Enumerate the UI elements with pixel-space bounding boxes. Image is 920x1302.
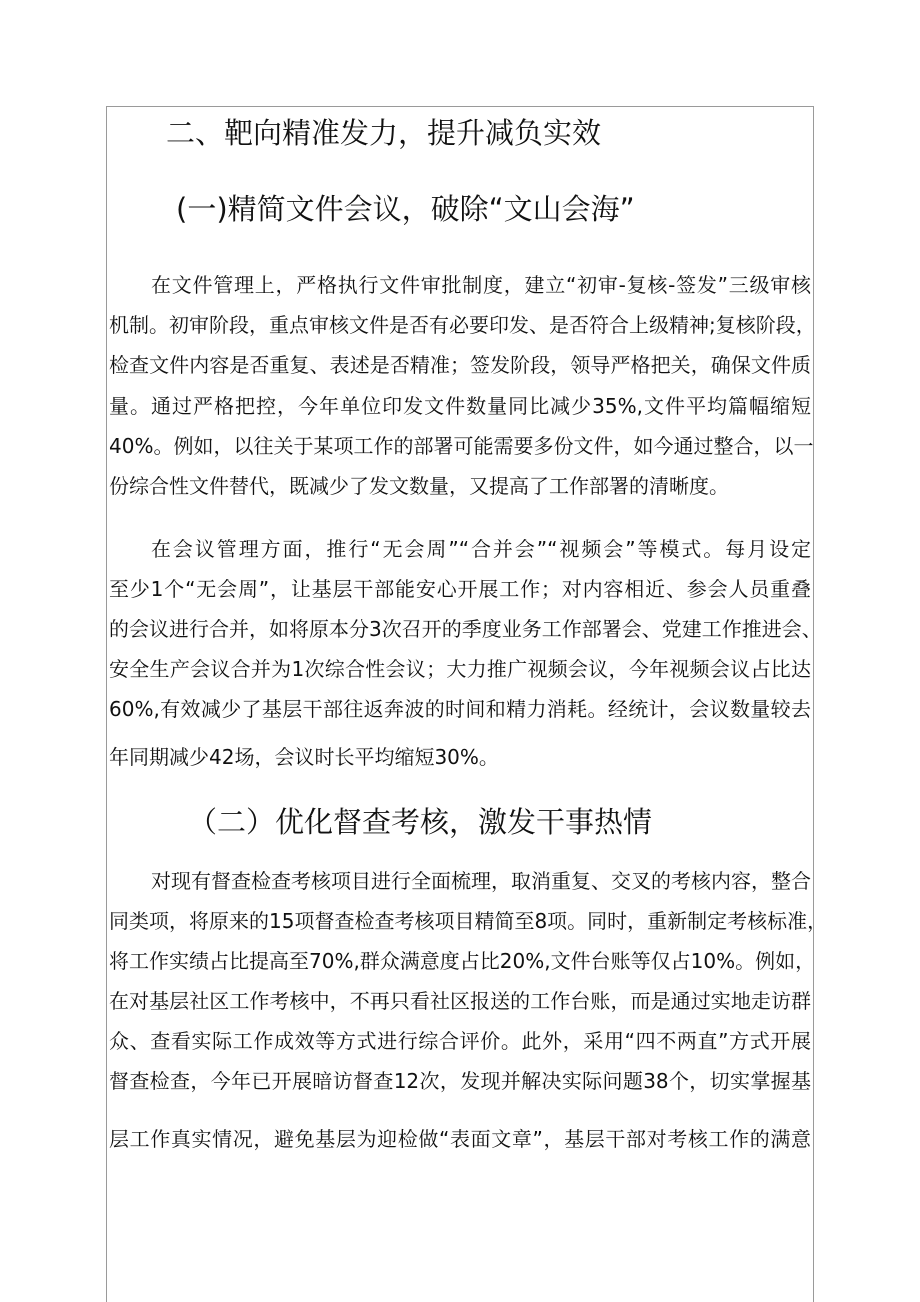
paragraph-line: 在会议管理方面，推行“无会周”“合并会”“视频会”等模式。每月设定 bbox=[151, 537, 811, 561]
paragraph-line: 将工作实绩占比提高至70%,群众满意度占比20%,文件台账等仅占10%。例如， bbox=[109, 949, 816, 973]
paragraph-line: 层工作真实情况，避免基层为迎检做“表面文章”，基层干部对考核工作的满意 bbox=[109, 1127, 811, 1151]
section-heading: 二、靶向精准发力，提升减负实效 bbox=[166, 116, 602, 150]
paragraph-line: 对现有督查检查考核项目进行全面梳理，取消重复、交叉的考核内容，整合 bbox=[151, 869, 811, 893]
paragraph-line: 督查检查，今年已开展暗访督查12次，发现并解决实际问题38个，切实掌握基 bbox=[109, 1069, 811, 1093]
paragraph-line: 安全生产会议合并为1次综合性会议；大力推广视频会议，今年视频会议占比达 bbox=[109, 657, 811, 681]
paragraph-line: 在文件管理上，严格执行文件审批制度，建立“初审-复核-签发”三级审核 bbox=[151, 273, 811, 297]
paragraph-line: 份综合性文件替代，既减少了发文数量，又提高了工作部署的清晰度。 bbox=[109, 474, 729, 498]
paragraph-line: 40%。例如，以往关于某项工作的部署可能需要多份文件，如今通过整合，以一 bbox=[109, 434, 814, 458]
paragraph-line: 年同期减少42场，会议时长平均缩短30%。 bbox=[109, 745, 499, 769]
paragraph-line: 量。通过严格把控，今年单位印发文件数量同比减少35%,文件平均篇幅缩短 bbox=[109, 394, 811, 418]
subsection-title-2: （二）优化督查考核，激发干事热情 bbox=[188, 805, 653, 839]
paragraph-line: 的会议进行合并，如将原本分3次召开的季度业务工作部署会、党建工作推进会、 bbox=[109, 617, 822, 641]
paragraph-line: 至少1个“无会周”，让基层干部能安心开展工作；对内容相近、参会人员重叠 bbox=[109, 577, 811, 601]
subsection-title-1: (一)精简文件会议，破除“文山会海” bbox=[176, 192, 635, 226]
paragraph-line: 众、查看实际工作成效等方式进行综合评价。此外，采用“四不两直”方式开展 bbox=[109, 1029, 811, 1053]
paragraph-line: 检查文件内容是否重复、表述是否精准；签发阶段，领导严格把关，确保文件质 bbox=[109, 353, 811, 377]
paragraph-line: 机制。初审阶段，重点审核文件是否有必要印发、是否符合上级精神;复核阶段， bbox=[109, 313, 816, 337]
paragraph-line: 60%,有效减少了基层干部往返奔波的时间和精力消耗。经统计，会议数量较去 bbox=[109, 697, 811, 721]
paragraph-line: 同类项，将原来的15项督查检查考核项目精简至8项。同时，重新制定考核标准， bbox=[109, 909, 828, 933]
paragraph-line: 在对基层社区工作考核中，不再只看社区报送的工作台账，而是通过实地走访群 bbox=[109, 989, 811, 1013]
